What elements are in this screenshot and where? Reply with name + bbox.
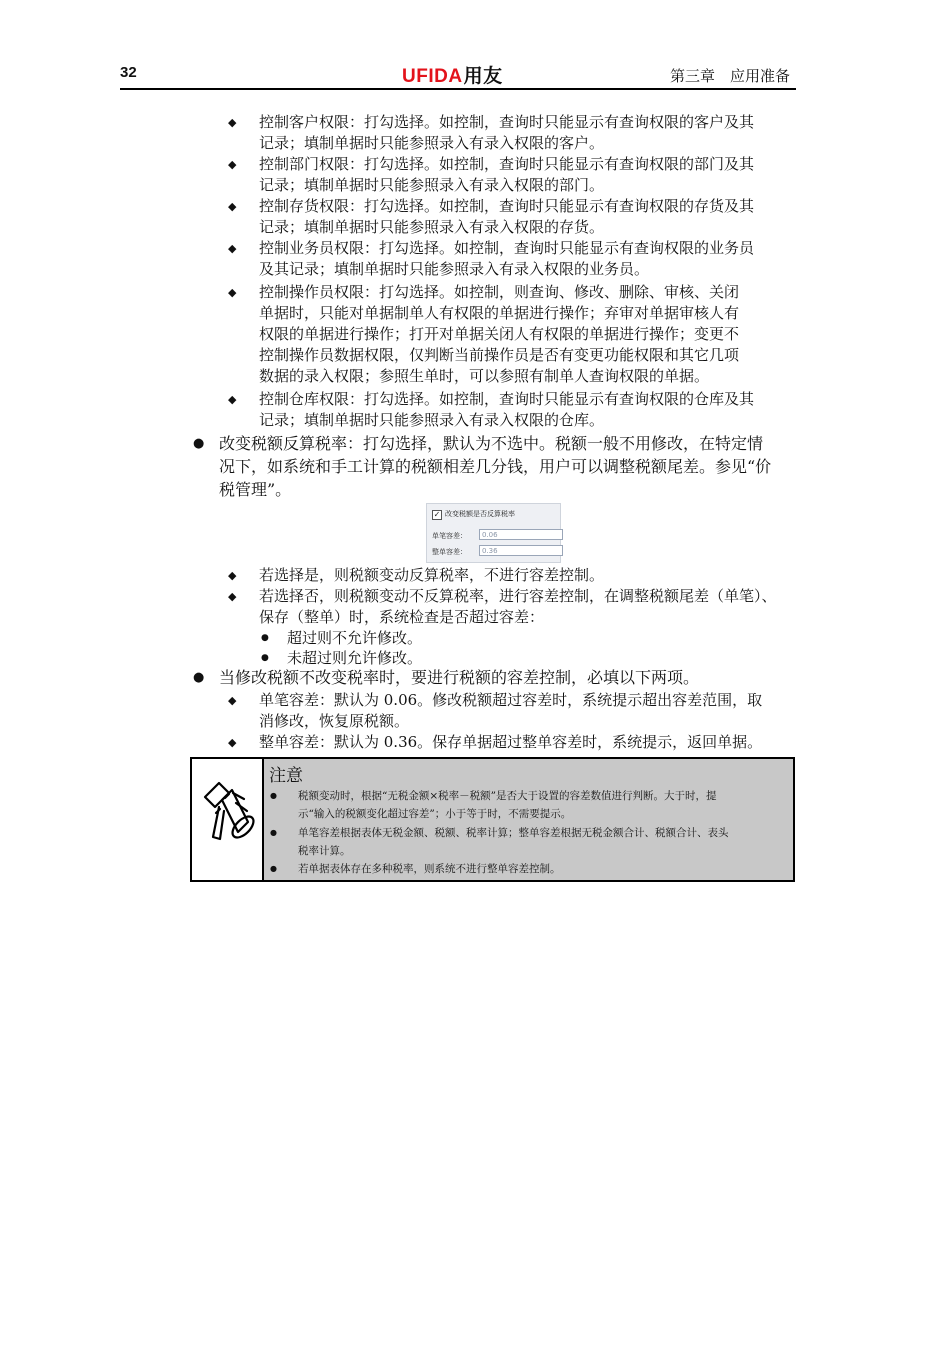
- bullet1-line-2: 况下，如系统和手工计算的税额相差几分钱，用户可以调整税额尾差。参见“价: [219, 457, 772, 476]
- item-1-line-1: 控制客户权限：打勾选择。如控制，查询时只能显示有查询权限的客户及其: [259, 113, 755, 131]
- recalc-rate-label: 改变税额是否反算税率: [445, 510, 515, 518]
- sub3-line-1: 单笔容差：默认为 0.06。修改税额超过容差时，系统提示超出容差范围，取: [259, 691, 763, 709]
- recalc-rate-checkbox[interactable]: ✓: [433, 510, 441, 519]
- note-item-3-line-1: 若单据表体存在多种税率，则系统不进行整单容差控制。: [298, 863, 561, 875]
- item-1-line-2: 记录；填制单据时只能参照录入有录入权限的客户。: [259, 134, 605, 152]
- diamond-icon: ◆: [228, 590, 237, 603]
- note-title: 注意: [269, 766, 303, 786]
- diamond-icon: ◆: [228, 393, 237, 406]
- item-6-line-2: 记录；填制单据时只能参照录入有录入权限的仓库。: [259, 411, 605, 429]
- item-6-line-1: 控制仓库权限：打勾选择。如控制，查询时只能显示有查询权限的仓库及其: [259, 390, 755, 408]
- item-5-line-2: 单据时，只能对单据制单人有权限的单据进行操作；弃审对单据审核人有: [259, 304, 740, 322]
- diamond-icon: ◆: [228, 242, 237, 255]
- note-icon-cell: [192, 759, 264, 880]
- bullet1-line-1: 改变税额反算税率：打勾选择，默认为不选中。税额一般不用修改，在特定情: [219, 434, 764, 453]
- item-2-line-1: 控制部门权限：打勾选择。如控制，查询时只能显示有查询权限的部门及其: [259, 155, 755, 173]
- page-header: [120, 60, 796, 90]
- sub4-text: 整单容差：默认为 0.36。保存单据超过整单容差时，系统提示，返回单据。: [259, 733, 763, 751]
- item-5-line-4: 控制操作员数据权限，仅判断当前操作员是否有变更功能权限和其它几项: [259, 346, 740, 364]
- bullet-dot-icon: ●: [193, 670, 205, 685]
- tax-tolerance-dialog: [426, 503, 561, 563]
- ufida-logo: [402, 61, 503, 88]
- bullet2-text: 当修改税额不改变税率时，要进行税额的容差控制，必填以下两项。: [219, 668, 700, 687]
- diamond-icon: ◆: [228, 569, 237, 582]
- small-dot-icon: ●: [261, 653, 269, 663]
- sub2-point-1: 超过则不允许修改。: [287, 629, 423, 647]
- item-5-line-5: 数据的录入权限；参照生单时，可以参照有制单人查询权限的单据。: [259, 367, 710, 385]
- note-item-1-line-2: 示“输入的税额变化超过容差”；小于等于时，不需要提示。: [298, 808, 572, 820]
- diamond-icon: ◆: [228, 158, 237, 171]
- item-3-line-1: 控制存货权限：打勾选择。如控制，查询时只能显示有查询权限的存货及其: [259, 197, 755, 215]
- small-dot-icon: ●: [261, 633, 269, 643]
- diamond-icon: ◆: [228, 116, 237, 129]
- item-3-line-2: 记录；填制单据时只能参照录入有录入权限的存货。: [259, 218, 605, 236]
- logo-brand: UFIDA: [402, 66, 463, 87]
- note-item-2-line-2: 税率计算。: [298, 845, 351, 857]
- page-number: 32: [120, 64, 137, 81]
- item-4-line-2: 及其记录；填制单据时只能参照录入有录入权限的业务员。: [259, 260, 650, 278]
- sub2-line-1: 若选择否，则税额变动不反算税率，进行容差控制，在调整税额尾差（单笔）、: [259, 587, 777, 605]
- bullet1-line-3: 税管理”。: [219, 480, 292, 499]
- bullet-dot-icon: ●: [193, 436, 205, 451]
- diamond-icon: ◆: [228, 694, 237, 707]
- item-2-line-2: 记录；填制单据时只能参照录入有录入权限的部门。: [259, 176, 605, 194]
- whole-tolerance-label: 整单容差：: [432, 548, 467, 556]
- note-body: [264, 759, 793, 880]
- note-item-2-line-1: 单笔容差根据表体无税金额、税额、税率计算；整单容差根据无税金额合计、税额合计、表头: [298, 827, 729, 839]
- sub2-point-2: 未超过则允许修改。: [287, 649, 423, 667]
- item-4-line-1: 控制业务员权限：打勾选择。如控制，查询时只能显示有查询权限的业务员: [259, 239, 755, 257]
- megaphone-icon: [192, 759, 262, 880]
- diamond-icon: ◆: [228, 736, 237, 749]
- whole-tolerance-input[interactable]: 0.36: [479, 545, 563, 556]
- item-5-line-3: 权限的单据进行操作；打开对单据关闭人有权限的单据进行操作；变更不: [259, 325, 740, 343]
- diamond-icon: ◆: [228, 286, 237, 299]
- item-5-line-1: 控制操作员权限：打勾选择。如控制，则查询、修改、删除、审核、关闭: [259, 283, 740, 301]
- note-dot-icon: ●: [270, 828, 277, 837]
- note-dot-icon: ●: [270, 864, 277, 873]
- sub3-line-2: 消修改，恢复原税额。: [259, 712, 410, 730]
- note-item-1-line-1: 税额变动时，根据“无税金额×税率－税额”是否大于设置的容差数值进行判断。大于时，提: [298, 790, 717, 802]
- single-tolerance-input[interactable]: 0.06: [479, 529, 563, 540]
- note-box: [190, 757, 795, 882]
- logo-cn: 用友: [463, 66, 503, 87]
- single-tolerance-label: 单笔容差：: [432, 532, 467, 540]
- diamond-icon: ◆: [228, 200, 237, 213]
- chapter-title: 第三章 应用准备: [669, 67, 790, 85]
- sub1-text: 若选择是，则税额变动反算税率，不进行容差控制。: [259, 566, 605, 584]
- note-dot-icon: ●: [270, 791, 277, 800]
- sub2-line-2: 保存（整单）时，系统检查是否超过容差：: [259, 608, 545, 626]
